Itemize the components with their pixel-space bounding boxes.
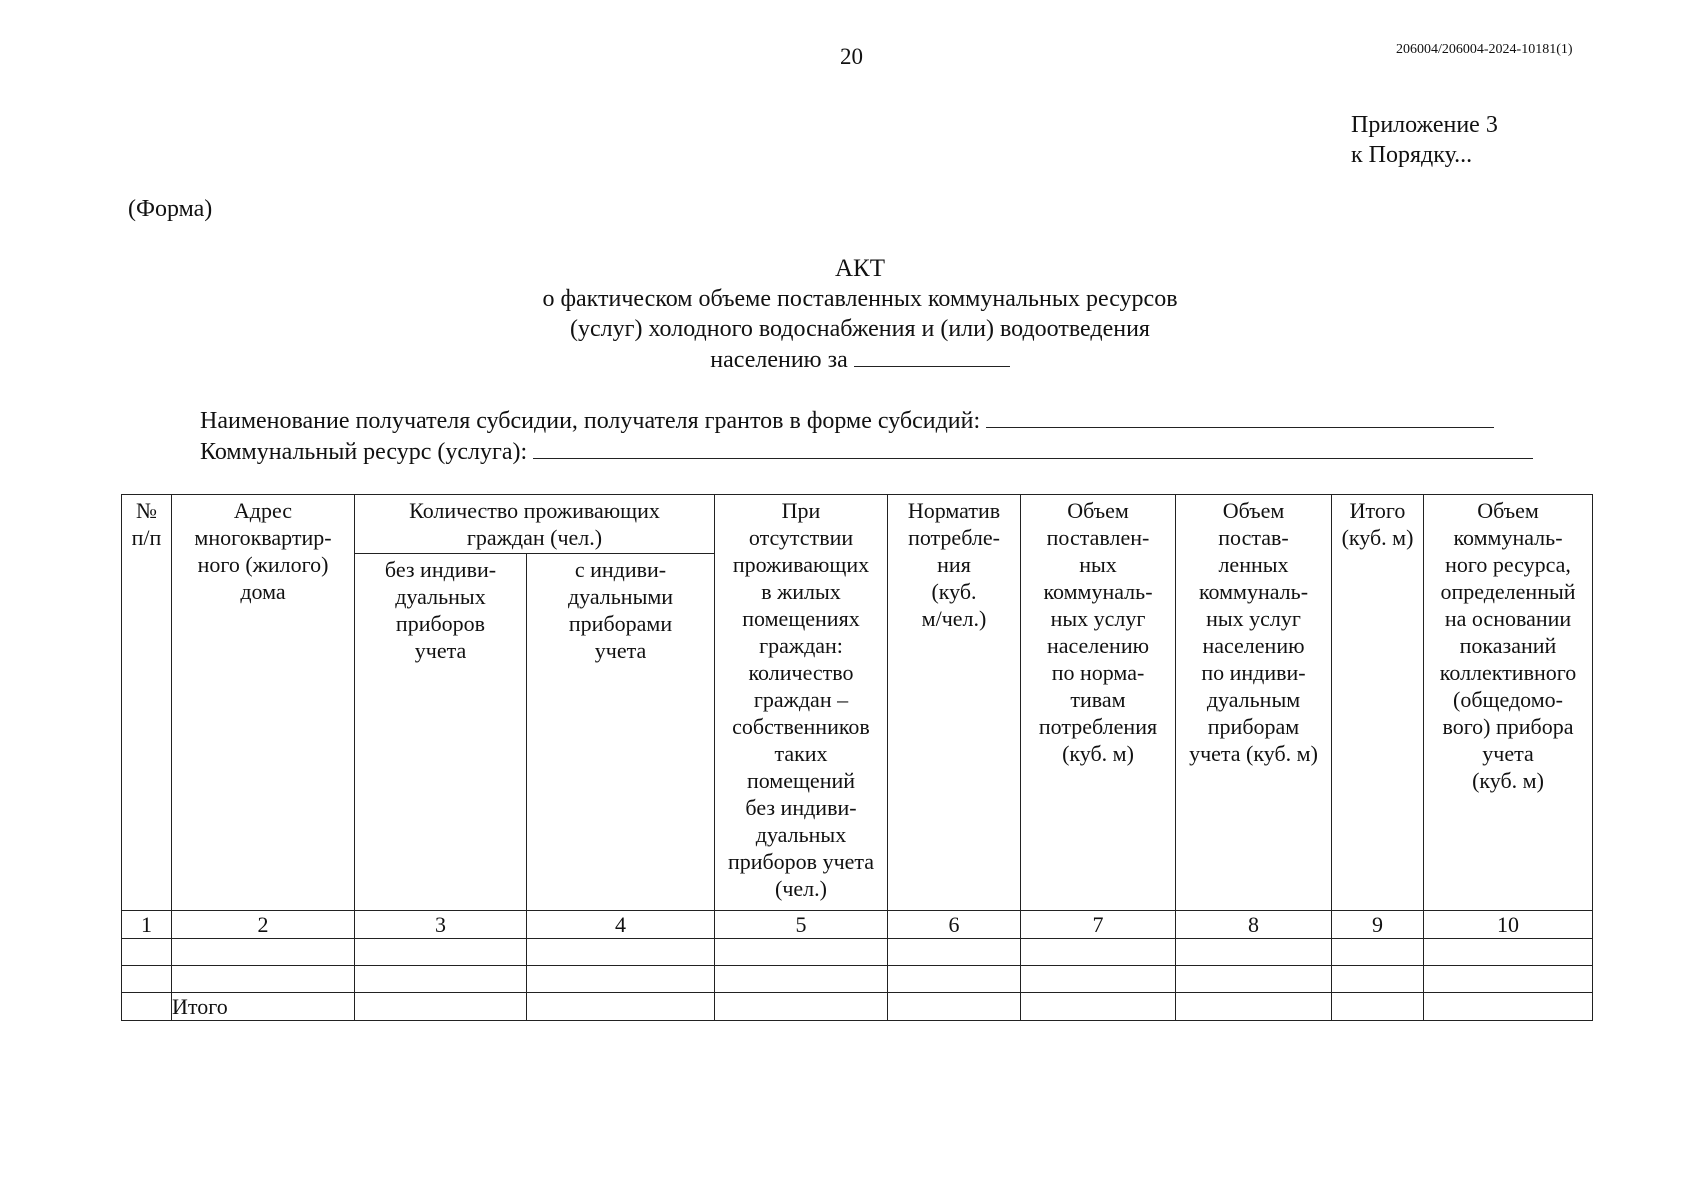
table-cell[interactable] [888, 993, 1021, 1021]
table-cell[interactable] [1021, 993, 1176, 1021]
recipient-field-row [200, 405, 1533, 436]
table-cell[interactable] [1021, 939, 1176, 966]
table-cell[interactable] [1176, 939, 1332, 966]
column-number: 8 [1176, 911, 1332, 939]
column-number: 2 [172, 911, 355, 939]
document-title [0, 254, 1689, 375]
title-line-4 [0, 344, 1689, 375]
header-owners-without-meters: При отсутствии проживающих в жилых помещениях граждан: количество граждан – собственников таких помещений без индиви- дуальных приборов учета (чел.) [715, 495, 888, 911]
table-cell[interactable] [888, 939, 1021, 966]
table-cell[interactable] [355, 966, 527, 993]
header-total: Итого (куб. м) [1332, 495, 1424, 911]
table-cell[interactable] [1021, 966, 1176, 993]
resource-blank[interactable] [533, 436, 1533, 459]
table-cell[interactable] [355, 993, 527, 1021]
table-cell[interactable] [1332, 939, 1424, 966]
table-cell[interactable] [122, 993, 172, 1021]
document-id: 206004/206004-2024-10181(1) [1396, 42, 1573, 57]
table-cell[interactable] [715, 939, 888, 966]
header-volume-by-norms: Объем поставлен- ных коммуналь- ных услуг населению по норма- тивам потребления (куб. м) [1021, 495, 1176, 911]
column-number: 9 [1332, 911, 1424, 939]
table-cell[interactable] [172, 966, 355, 993]
column-number: 6 [888, 911, 1021, 939]
recipient-label: Наименование получателя субсидии, получателя грантов в форме субсидий: [200, 408, 981, 434]
header-with-meters: с индиви- дуальными приборами учета [527, 554, 715, 911]
form-label: (Форма) [128, 196, 213, 222]
period-blank[interactable] [854, 344, 1010, 367]
column-number: 3 [355, 911, 527, 939]
table-cell[interactable] [122, 966, 172, 993]
table-cell[interactable] [355, 939, 527, 966]
table-cell[interactable] [715, 966, 888, 993]
header-address: Адрес многоквартир- ного (жилого) дома [172, 495, 355, 911]
form-fields [200, 405, 1533, 467]
header-collective-meter-volume: Объем коммуналь- ного ресурса, определенный на основании показаний коллективного (общедомо- вого) прибора учета (куб. м) [1424, 495, 1593, 911]
period-label: населению за [710, 347, 848, 373]
recipient-blank[interactable] [986, 405, 1494, 428]
column-number: 10 [1424, 911, 1593, 939]
table-cell[interactable] [1424, 993, 1593, 1021]
resource-field-row [200, 436, 1533, 467]
table-cell[interactable] [172, 939, 355, 966]
appendix-note [1351, 110, 1498, 170]
resource-label: Коммунальный ресурс (услуга): [200, 439, 528, 465]
column-number: 1 [122, 911, 172, 939]
title-line-3: (услуг) холодного водоснабжения и (или) водоотведения [570, 316, 1150, 342]
table-cell[interactable] [122, 939, 172, 966]
header-number: № п/п [122, 495, 172, 911]
table-cell[interactable] [715, 993, 888, 1021]
table-cell[interactable] [888, 966, 1021, 993]
column-number: 4 [527, 911, 715, 939]
table-cell[interactable] [527, 993, 715, 1021]
total-row [122, 993, 1593, 1021]
title-line-2: о фактическом объеме поставленных коммунальных ресурсов [542, 286, 1178, 312]
table-cell[interactable] [1424, 966, 1593, 993]
act-table [121, 494, 1593, 1021]
table-cell[interactable] [1332, 993, 1424, 1021]
title-line-1: АКТ [835, 255, 885, 282]
table-row [122, 966, 1593, 993]
table-cell[interactable] [527, 939, 715, 966]
appendix-line-1: Приложение 3 [1351, 112, 1498, 138]
table-cell[interactable] [1176, 966, 1332, 993]
column-number: 7 [1021, 911, 1176, 939]
table-cell[interactable] [1176, 993, 1332, 1021]
header-consumption-norm: Норматив потребле- ния (куб. м/чел.) [888, 495, 1021, 911]
appendix-line-2: к Порядку... [1351, 142, 1473, 168]
table-cell[interactable] [1424, 939, 1593, 966]
header-without-meters: без индиви- дуальных приборов учета [355, 554, 527, 911]
column-number: 5 [715, 911, 888, 939]
table-cell[interactable] [1332, 966, 1424, 993]
header-volume-by-meters: Объем постав- ленных коммуналь- ных услуг населению по индиви- дуальным приборам учета (куб. м) [1176, 495, 1332, 911]
table-row [122, 939, 1593, 966]
column-numbers-row [122, 911, 1593, 939]
table-cell[interactable] [527, 966, 715, 993]
page-number: 20 [840, 44, 863, 69]
total-label: Итого [172, 993, 355, 1021]
header-row-1 [122, 495, 1593, 554]
header-residents-group: Количество проживающих граждан (чел.) [355, 495, 715, 554]
